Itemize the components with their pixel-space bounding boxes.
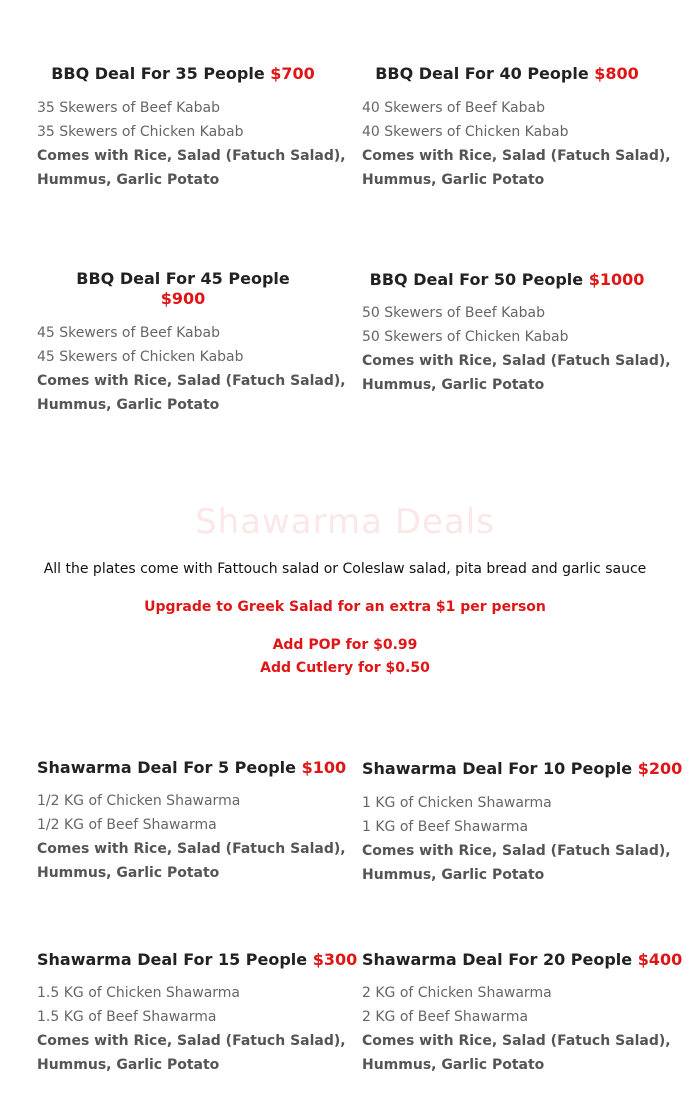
deal-title [362, 270, 652, 290]
deal-item: 1 KG of Beef Shawarma [362, 819, 529, 835]
add-pop-line: Add POP for $0.99 [272, 637, 418, 653]
deal-item: 40 Skewers of Beef Kabab [362, 100, 545, 116]
bbq-deal-50-card [362, 270, 671, 397]
deal-item: 1.5 KG of Chicken Shawarma [37, 985, 241, 1001]
shawarma-deal-5-card [37, 758, 347, 885]
deal-item: 1/2 KG of Chicken Shawarma [37, 793, 241, 809]
deal-title [37, 950, 358, 970]
deal-note: Comes with Rice, Salad (Fatuch Salad), [37, 1033, 346, 1049]
deal-note: Hummus, Garlic Potato [362, 867, 545, 883]
deal-price: $200 [637, 759, 683, 778]
deal-item: 35 Skewers of Beef Kabab [37, 100, 220, 116]
deal-price: $400 [637, 950, 683, 969]
deal-note: Comes with Rice, Salad (Fatuch Salad), [37, 373, 346, 389]
deal-price: $700 [270, 64, 315, 83]
deal-note: Hummus, Garlic Potato [37, 1057, 220, 1073]
deal-price: $100 [301, 758, 347, 777]
deal-note: Comes with Rice, Salad (Fatuch Salad), [37, 148, 346, 164]
deal-item: 45 Skewers of Chicken Kabab [37, 349, 244, 365]
add-cutlery-line: Add Cutlery for $0.50 [260, 660, 430, 676]
deal-note: Comes with Rice, Salad (Fatuch Salad), [362, 1033, 671, 1049]
info-line: All the plates come with Fattouch salad or Coleslaw salad, pita bread and garlic sauce [43, 561, 647, 577]
shawarma-deal-15-card [37, 950, 358, 1077]
deal-price: $300 [312, 950, 358, 969]
deal-note: Hummus, Garlic Potato [362, 377, 545, 393]
deal-note: Hummus, Garlic Potato [37, 397, 220, 413]
deal-title-text: BBQ Deal For 45 People [76, 269, 290, 288]
deal-item: 1 KG of Chicken Shawarma [362, 795, 552, 811]
deal-price: $900 [160, 289, 206, 308]
deal-title-text: BBQ Deal For 35 People [51, 64, 265, 83]
deal-title [362, 759, 683, 779]
deal-title [37, 269, 329, 309]
deal-price: $800 [594, 64, 639, 83]
deal-title [37, 758, 347, 778]
deal-title-text: Shawarma Deal For 20 People [362, 950, 633, 969]
bbq-deal-35-card [37, 64, 346, 192]
section-heading: Shawarma Deals [195, 502, 495, 542]
deal-note: Comes with Rice, Salad (Fatuch Salad), [362, 353, 671, 369]
deal-note: Hummus, Garlic Potato [362, 172, 545, 188]
deal-title-text: BBQ Deal For 50 People [369, 270, 584, 289]
deal-title-text: Shawarma Deal For 15 People [37, 950, 308, 969]
deal-item: 2 KG of Chicken Shawarma [362, 985, 552, 1001]
deal-item: 1/2 KG of Beef Shawarma [37, 817, 217, 833]
deal-price: $1000 [588, 270, 645, 289]
deal-note: Comes with Rice, Salad (Fatuch Salad), [362, 148, 671, 164]
deal-note: Comes with Rice, Salad (Fatuch Salad), [37, 841, 346, 857]
deal-title [362, 64, 652, 84]
deal-item: 35 Skewers of Chicken Kabab [37, 124, 244, 140]
deal-note: Comes with Rice, Salad (Fatuch Salad), [362, 843, 671, 859]
deal-note: Hummus, Garlic Potato [37, 172, 220, 188]
deal-note: Hummus, Garlic Potato [37, 865, 220, 881]
deal-title [362, 950, 683, 970]
shawarma-deal-20-card [362, 950, 683, 1077]
deal-item: 50 Skewers of Chicken Kabab [362, 329, 569, 345]
deal-title [37, 64, 329, 84]
deal-item: 1.5 KG of Beef Shawarma [37, 1009, 217, 1025]
deal-title-text: Shawarma Deal For 5 People [37, 758, 296, 777]
deal-title-text: Shawarma Deal For 10 People [362, 759, 633, 778]
deal-item: 50 Skewers of Beef Kabab [362, 305, 545, 321]
upgrade-line: Upgrade to Greek Salad for an extra $1 per person [144, 599, 546, 615]
deal-title-text: BBQ Deal For 40 People [375, 64, 589, 83]
deal-note: Hummus, Garlic Potato [362, 1057, 545, 1073]
bbq-deal-40-card [362, 64, 671, 192]
deal-item: 45 Skewers of Beef Kabab [37, 325, 220, 341]
deal-item: 40 Skewers of Chicken Kabab [362, 124, 569, 140]
bbq-deal-45-card [37, 269, 346, 417]
shawarma-deal-10-card [362, 759, 683, 887]
deal-item: 2 KG of Beef Shawarma [362, 1009, 529, 1025]
